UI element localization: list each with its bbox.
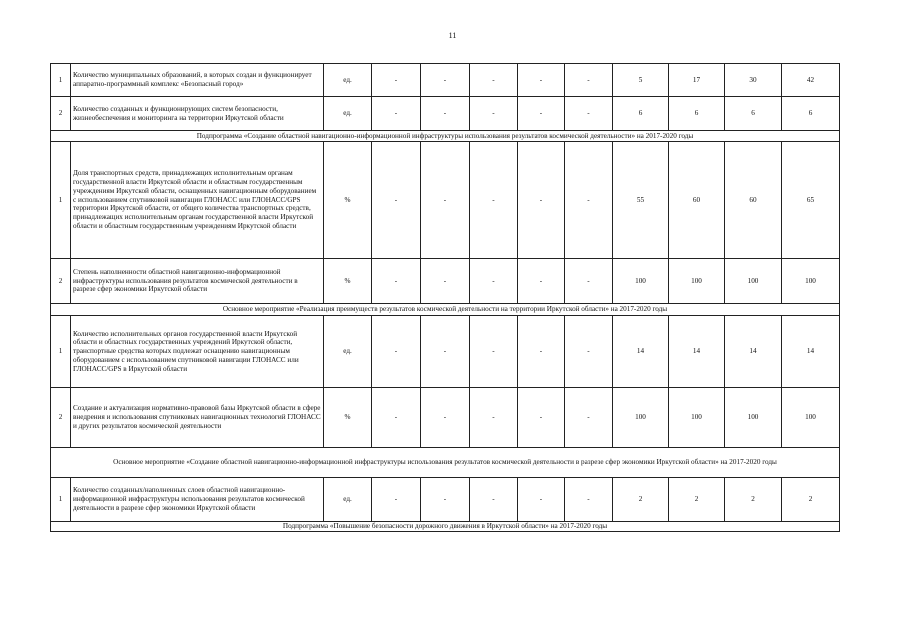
value-cell: -: [470, 142, 518, 259]
value-cell: 14: [669, 316, 725, 388]
row-number: 2: [51, 388, 71, 448]
value-cell: 60: [669, 142, 725, 259]
value-cell: 55: [613, 142, 669, 259]
value-cell: -: [518, 316, 565, 388]
row-number: 1: [51, 142, 71, 259]
section-header-row: [51, 522, 840, 532]
value-cell: 5: [613, 64, 669, 97]
unit-of-measure: %: [324, 259, 372, 304]
value-cell: 6: [782, 97, 840, 131]
value-cell: -: [421, 97, 470, 131]
value-cell: 6: [725, 97, 782, 131]
value-cell: -: [565, 259, 613, 304]
value-cell: 6: [669, 97, 725, 131]
value-cell: 65: [782, 142, 840, 259]
value-cell: -: [372, 142, 421, 259]
value-cell: -: [470, 388, 518, 448]
value-cell: 2: [613, 478, 669, 522]
value-cell: -: [421, 478, 470, 522]
value-cell: -: [518, 97, 565, 131]
value-cell: 14: [613, 316, 669, 388]
value-cell: 100: [613, 388, 669, 448]
value-cell: -: [470, 97, 518, 131]
unit-of-measure: ед.: [324, 97, 372, 131]
indicator-description: Доля транспортных средств, принадлежащих исполнительным органам государственной власти Иркутской области и областным государственным учреждениям Иркутской области, оснащенных навигационным оборудованием с использованием спутниковой навигации ГЛОНАСС или ГЛОНАСС/GPS территории Иркутской области, от общего количества транспортных средств, принадлежащих исполнительным органам государственной власти Иркутской области и областным государственным учреждениям Иркутской области: [71, 142, 324, 259]
section-title: Подпрограмма «Повышение безопасности дорожного движения в Иркутской области» на 2017-2020 годы: [51, 522, 840, 532]
indicators-table: [50, 63, 840, 532]
value-cell: -: [565, 316, 613, 388]
indicator-description: Количество исполнительных органов государственной власти Иркутской области и областных государственных учреждений Иркутской области, транспортные средства которых подлежат оснащению навигационным оборудованием с использованием спутниковой навигации ГЛОНАСС или ГЛОНАСС/GPS в Иркутской области: [71, 316, 324, 388]
section-title: Подпрограмма «Создание областной навигационно-информационной инфраструктуры использования результатов космической деятельности» на 2017-2020 годы: [51, 131, 840, 142]
value-cell: 60: [725, 142, 782, 259]
value-cell: -: [470, 64, 518, 97]
table-row: [51, 478, 840, 522]
value-cell: -: [421, 316, 470, 388]
value-cell: 100: [613, 259, 669, 304]
value-cell: -: [518, 64, 565, 97]
value-cell: -: [470, 478, 518, 522]
value-cell: -: [372, 64, 421, 97]
value-cell: -: [518, 388, 565, 448]
value-cell: -: [421, 259, 470, 304]
value-cell: 2: [725, 478, 782, 522]
value-cell: -: [565, 64, 613, 97]
table-row: [51, 259, 840, 304]
indicator-description: Количество созданных и функционирующих систем безопасности, жизнеобеспечения и мониторинга на территории Иркутской области: [71, 97, 324, 131]
unit-of-measure: ед.: [324, 64, 372, 97]
row-number: 2: [51, 259, 71, 304]
table-row: [51, 64, 840, 97]
section-title: Основное мероприятие «Реализация преимуществ результатов космической деятельности на территории Иркутской области» на 2017-2020 годы: [51, 304, 840, 316]
table-row: [51, 388, 840, 448]
row-number: 1: [51, 478, 71, 522]
value-cell: 100: [782, 259, 840, 304]
section-header-row: [51, 448, 840, 478]
value-cell: -: [518, 259, 565, 304]
unit-of-measure: ед.: [324, 478, 372, 522]
row-number: 1: [51, 316, 71, 388]
value-cell: -: [372, 478, 421, 522]
value-cell: -: [565, 388, 613, 448]
value-cell: -: [470, 259, 518, 304]
table-row: [51, 97, 840, 131]
value-cell: -: [565, 478, 613, 522]
value-cell: 14: [782, 316, 840, 388]
section-title: Основное мероприятие «Создание областной навигационно-информационной инфраструктуры использования результатов космической деятельности в разрезе сфер экономики Иркутской области» на 2017-2020 годы: [51, 448, 840, 478]
value-cell: 2: [782, 478, 840, 522]
indicator-description: Создание и актуализация нормативно-правовой базы Иркутской области в сфере внедрения и использования спутниковых навигационных технологий ГЛОНАСС и других результатов космической деятельности: [71, 388, 324, 448]
table-row: [51, 316, 840, 388]
value-cell: -: [470, 316, 518, 388]
section-header-row: [51, 304, 840, 316]
value-cell: 30: [725, 64, 782, 97]
table-row: [51, 142, 840, 259]
value-cell: -: [518, 142, 565, 259]
value-cell: 100: [782, 388, 840, 448]
value-cell: 100: [725, 388, 782, 448]
value-cell: 2: [669, 478, 725, 522]
value-cell: -: [372, 97, 421, 131]
value-cell: -: [518, 478, 565, 522]
page-number: 11: [448, 31, 457, 40]
value-cell: 100: [669, 259, 725, 304]
indicator-description: Количество созданных/наполненных слоев областной навигационно-информационной инфраструктуры использования результатов космической деятельности в разрезе сфер экономики Иркутской области: [71, 478, 324, 522]
value-cell: 6: [613, 97, 669, 131]
row-number: 2: [51, 97, 71, 131]
unit-of-measure: ед.: [324, 316, 372, 388]
row-number: 1: [51, 64, 71, 97]
value-cell: 14: [725, 316, 782, 388]
value-cell: 100: [725, 259, 782, 304]
section-header-row: [51, 131, 840, 142]
value-cell: 42: [782, 64, 840, 97]
value-cell: -: [372, 388, 421, 448]
value-cell: -: [421, 388, 470, 448]
value-cell: -: [372, 259, 421, 304]
value-cell: -: [565, 142, 613, 259]
unit-of-measure: %: [324, 142, 372, 259]
value-cell: 17: [669, 64, 725, 97]
value-cell: -: [421, 64, 470, 97]
value-cell: -: [372, 316, 421, 388]
unit-of-measure: %: [324, 388, 372, 448]
indicator-description: Количество муниципальных образований, в которых создан и функционирует аппаратно-программный комплекс «Безопасный город»: [71, 64, 324, 97]
indicator-description: Степень наполненности областной навигационно-информационной инфраструктуры использования результатов космической деятельности в разрезе сфер экономики Иркутской области: [71, 259, 324, 304]
value-cell: 100: [669, 388, 725, 448]
value-cell: -: [565, 97, 613, 131]
value-cell: -: [421, 142, 470, 259]
